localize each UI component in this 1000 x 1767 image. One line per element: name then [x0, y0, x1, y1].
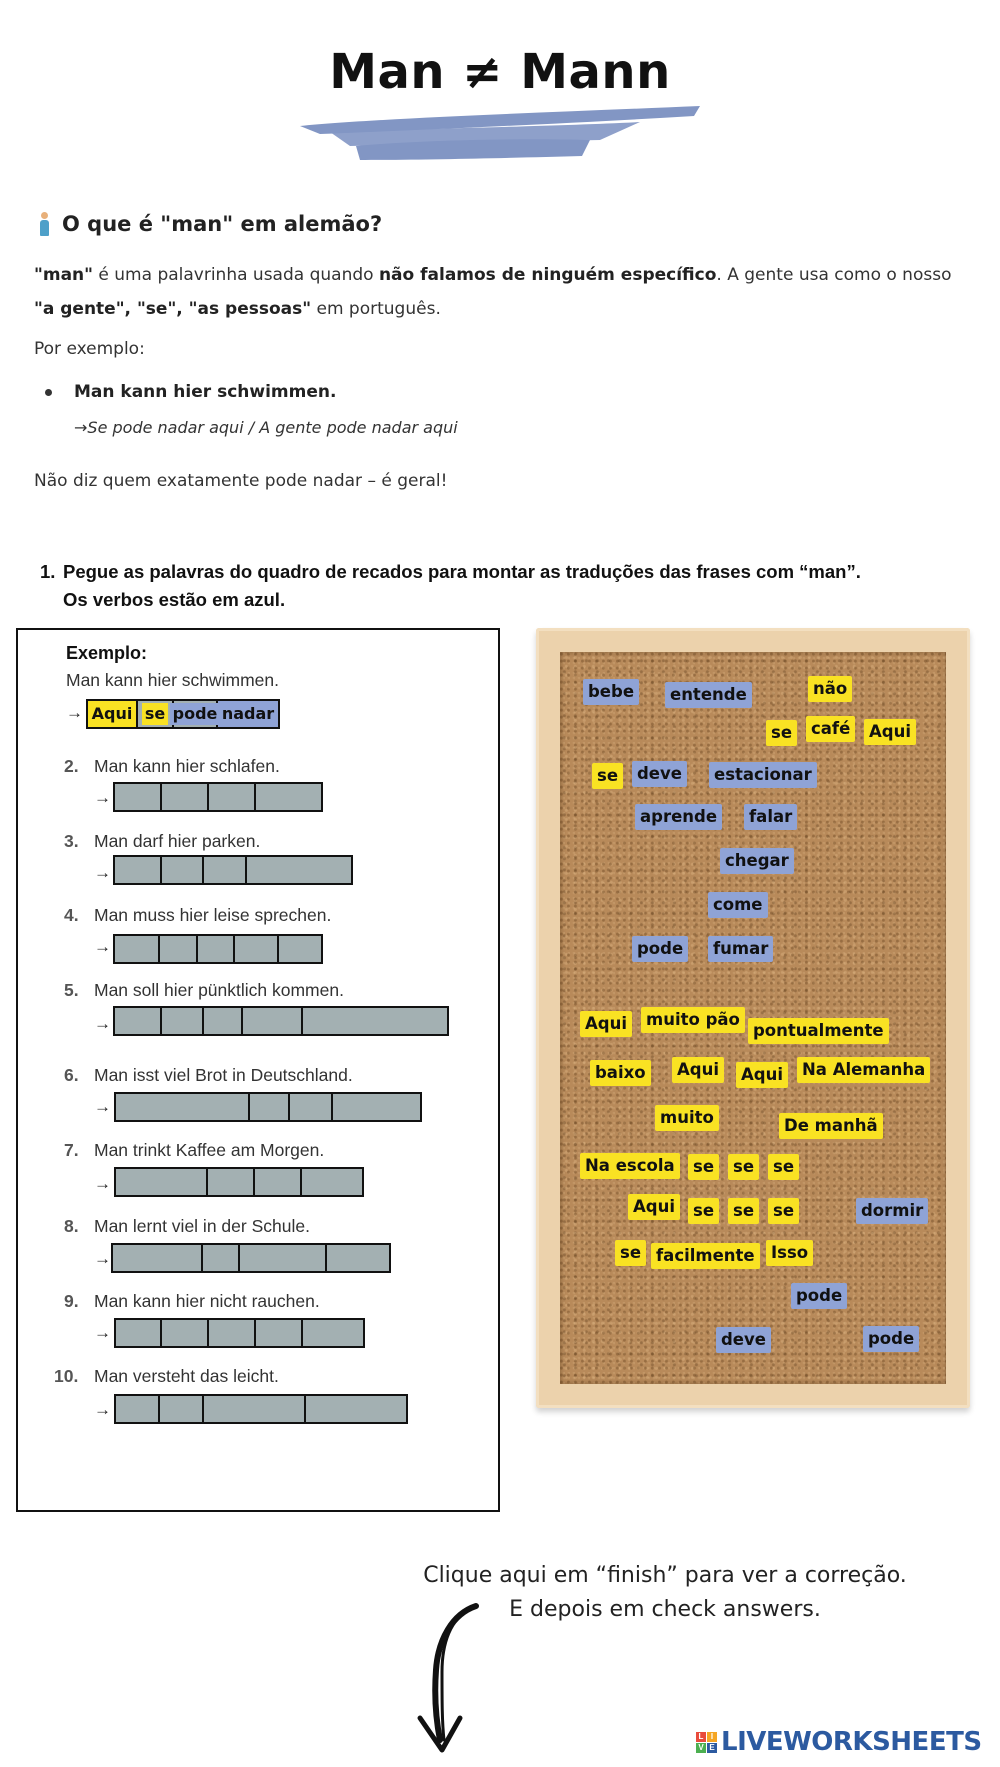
draggable-word[interactable]: Aqui	[628, 1194, 680, 1220]
example-answer-word: Aqui	[88, 701, 138, 727]
answer-slot[interactable]	[116, 1169, 208, 1195]
answer-slot[interactable]	[204, 1008, 243, 1034]
answer-slot[interactable]	[198, 936, 235, 962]
item-number: 7.	[64, 1140, 79, 1160]
arrow-icon: →	[94, 1323, 111, 1342]
answer-slot[interactable]	[162, 1320, 209, 1346]
item-sentence: Man versteht das leicht.	[94, 1366, 279, 1386]
draggable-word[interactable]: se	[592, 763, 623, 789]
finish-instruction-line-2: E depois em check answers.	[509, 1597, 821, 1622]
draggable-word[interactable]: Na Alemanha	[797, 1057, 930, 1083]
arrow-icon: →	[94, 788, 111, 807]
draggable-word[interactable]: muito	[655, 1105, 719, 1131]
example-answer-row	[86, 699, 280, 729]
answer-slot[interactable]	[303, 1320, 363, 1346]
draggable-word[interactable]: Aqui	[580, 1011, 632, 1037]
answer-slot[interactable]	[162, 784, 209, 810]
liveworksheets-logo-icon: L I V E	[696, 1732, 717, 1753]
example-answer-word: se	[138, 701, 174, 727]
bullet-icon	[45, 389, 52, 396]
title-word-man: Man	[329, 44, 446, 100]
title-word-mann: Mann	[520, 44, 671, 100]
answer-slot[interactable]	[162, 857, 204, 883]
instruction-line-1: Pegue as palavras do quadro de recados para montar as traduções das frases com “man”.	[63, 561, 861, 582]
draggable-word[interactable]: se	[766, 720, 797, 746]
answer-slot[interactable]	[250, 1094, 290, 1120]
draggable-word[interactable]: aprende	[635, 804, 722, 830]
answer-row	[113, 1006, 449, 1036]
item-number: 3.	[64, 831, 79, 851]
answer-row	[113, 782, 323, 812]
draggable-word[interactable]: deve	[632, 761, 687, 787]
answer-slot[interactable]	[240, 1245, 327, 1271]
answer-row	[113, 855, 353, 885]
answer-slot[interactable]	[306, 1396, 406, 1422]
draggable-word[interactable]: falar	[744, 804, 797, 830]
example-answer-word: pode	[174, 701, 218, 727]
draggable-word[interactable]: se	[768, 1154, 799, 1180]
answer-row	[113, 934, 323, 964]
draggable-word[interactable]: Na escola	[580, 1153, 680, 1179]
item-sentence: Man kann hier schlafen.	[94, 756, 280, 776]
arrow-icon: →	[94, 1400, 111, 1419]
draggable-word[interactable]: De manhã	[779, 1113, 883, 1139]
answer-slot[interactable]	[302, 1169, 362, 1195]
item-number: 2.	[64, 756, 79, 776]
draggable-word[interactable]: baixo	[590, 1060, 651, 1086]
answer-slot[interactable]	[327, 1245, 389, 1271]
draggable-word[interactable]: Aqui	[864, 719, 916, 745]
intro-paragraph: "man" é uma palavrinha usada quando não falamos de ninguém específico. A gente usa como o nosso "a gente", "se", "as pessoas" em português.	[34, 265, 952, 319]
answer-slot[interactable]	[235, 936, 279, 962]
draggable-word[interactable]: se	[615, 1240, 646, 1266]
answer-slot[interactable]	[256, 1320, 303, 1346]
answer-slot[interactable]	[255, 1169, 302, 1195]
answer-slot[interactable]	[209, 784, 256, 810]
arrow-icon: →	[94, 1249, 111, 1268]
item-number: 4.	[64, 905, 79, 925]
not-equal-symbol: ≠	[462, 44, 504, 100]
draggable-word[interactable]: estacionar	[709, 762, 817, 788]
answer-slot[interactable]	[256, 784, 321, 810]
arrow-icon: →	[94, 863, 111, 882]
draggable-word[interactable]: entende	[665, 682, 752, 708]
draggable-word[interactable]: se	[688, 1154, 719, 1180]
answer-slot[interactable]	[247, 857, 351, 883]
answer-slot[interactable]	[162, 1008, 204, 1034]
section-heading	[38, 212, 382, 236]
answer-slot[interactable]	[160, 1396, 204, 1422]
draggable-word[interactable]: muito pão	[641, 1007, 745, 1033]
example-translation: →Se pode nadar aqui / A gente pode nadar aqui	[74, 418, 458, 437]
draggable-word[interactable]: não	[808, 676, 852, 702]
answer-slot[interactable]	[115, 857, 162, 883]
answer-slot[interactable]	[160, 936, 198, 962]
arrow-icon: →	[66, 703, 83, 722]
item-number: 8.	[64, 1216, 79, 1236]
answer-slot[interactable]	[204, 1396, 306, 1422]
draggable-word[interactable]: come	[708, 892, 768, 918]
answer-row	[114, 1167, 364, 1197]
answer-slot[interactable]	[113, 1245, 203, 1271]
draggable-word[interactable]: se	[728, 1198, 759, 1224]
answer-slot[interactable]	[115, 1008, 162, 1034]
draggable-word[interactable]: Aqui	[672, 1057, 724, 1083]
draggable-word[interactable]: deve	[716, 1327, 771, 1353]
liveworksheets-brand	[696, 1727, 982, 1757]
answer-row	[114, 1092, 422, 1122]
draggable-word[interactable]: Isso	[766, 1240, 813, 1266]
person-icon	[38, 212, 50, 236]
answer-slot[interactable]	[290, 1094, 333, 1120]
arrow-icon: →	[94, 1097, 111, 1116]
item-sentence: Man lernt viel in der Schule.	[94, 1216, 310, 1236]
item-sentence: Man kann hier nicht rauchen.	[94, 1291, 320, 1311]
intro-conclusion: Não diz quem exatamente pode nadar – é geral!	[34, 471, 448, 491]
answer-slot[interactable]	[243, 1008, 303, 1034]
answer-slot[interactable]	[279, 936, 321, 962]
answer-row	[111, 1243, 391, 1273]
arrow-icon: →	[94, 1174, 111, 1193]
answer-row	[114, 1394, 408, 1424]
item-number: 5.	[64, 980, 79, 1000]
section-heading-text: O que é "man" em alemão?	[62, 212, 383, 236]
draggable-word[interactable]: se	[728, 1154, 759, 1180]
answer-slot[interactable]	[303, 1008, 447, 1034]
answer-slot[interactable]	[116, 1094, 250, 1120]
page-title	[0, 44, 1000, 100]
draggable-word[interactable]: bebe	[583, 679, 639, 705]
example-sentence: Man kann hier schwimmen.	[74, 382, 337, 402]
instruction-line-2: Os verbos estão em azul.	[63, 589, 286, 610]
draggable-word[interactable]: facilmente	[651, 1243, 760, 1269]
answer-slot[interactable]	[333, 1094, 420, 1120]
curved-arrow-icon	[400, 1600, 490, 1760]
finish-instruction-line-1: Clique aqui em “finish” para ver a correção.	[423, 1563, 907, 1588]
arrow-icon: →	[94, 937, 111, 956]
example-label: Exemplo:	[66, 643, 148, 663]
answer-slot[interactable]	[115, 936, 160, 962]
draggable-word[interactable]: chegar	[720, 848, 794, 874]
draggable-word[interactable]: pode	[791, 1283, 847, 1309]
example-intro: Por exemplo:	[34, 339, 145, 359]
item-sentence: Man isst viel Brot in Deutschland.	[94, 1065, 353, 1085]
arrow-icon: →	[94, 1014, 111, 1033]
answer-slot[interactable]	[116, 1320, 162, 1346]
example-answer-word: nadar	[218, 701, 278, 727]
item-number: 9.	[64, 1291, 79, 1311]
draggable-word[interactable]: pode	[632, 936, 688, 962]
answer-slot[interactable]	[204, 857, 247, 883]
draggable-word[interactable]: pontualmente	[748, 1018, 889, 1044]
answer-slot[interactable]	[208, 1169, 255, 1195]
answer-slot[interactable]	[203, 1245, 240, 1271]
exercise-box	[16, 628, 500, 1512]
item-sentence: Man soll hier pünktlich kommen.	[94, 980, 344, 1000]
answer-slot[interactable]	[115, 784, 162, 810]
answer-slot[interactable]	[116, 1396, 160, 1422]
item-sentence: Man trinkt Kaffee am Morgen.	[94, 1140, 325, 1160]
item-number: 6.	[64, 1065, 79, 1085]
draggable-word[interactable]: café	[806, 716, 855, 742]
answer-row	[114, 1318, 365, 1348]
draggable-word[interactable]: fumar	[708, 936, 773, 962]
instruction-number: 1.	[40, 561, 56, 582]
example-german-sentence: Man kann hier schwimmen.	[66, 670, 279, 690]
draggable-word[interactable]: se	[688, 1198, 719, 1224]
draggable-word[interactable]: se	[768, 1198, 799, 1224]
item-sentence: Man muss hier leise sprechen.	[94, 905, 332, 925]
item-number: 10.	[54, 1366, 79, 1386]
answer-slot[interactable]	[209, 1320, 256, 1346]
draggable-word[interactable]: Aqui	[736, 1062, 788, 1088]
brand-name: LIVEWORKSHEETS	[721, 1727, 982, 1757]
draggable-word[interactable]: dormir	[856, 1198, 928, 1224]
draggable-word[interactable]: pode	[863, 1326, 919, 1352]
item-sentence: Man darf hier parken.	[94, 831, 261, 851]
